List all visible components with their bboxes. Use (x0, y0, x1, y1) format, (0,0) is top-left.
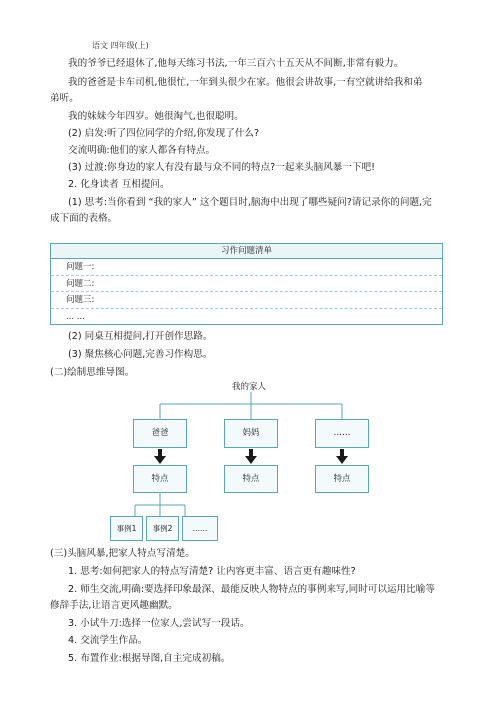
table-title: 习作问题清单 (51, 244, 442, 259)
table-row: ... ... (66, 311, 85, 322)
step-think-features: 1. 思考:如何把家人的特点写清楚? 让内容更丰富、语言更有趣味性? (68, 566, 356, 577)
para-dad-line2: 弟听。 (50, 93, 79, 104)
table-row: 问题二: (51, 276, 442, 293)
section-mindmap: (二)绘制思维导图。 (50, 367, 135, 378)
step-share: 4. 交流学生作品。 (68, 635, 148, 646)
mindmap-example-more: …… (182, 516, 218, 541)
section-brainstorm: (三)头脑风暴,把家人特点写清楚。 (50, 548, 195, 559)
table-row: 问题三: (51, 292, 442, 309)
mindmap-feature-dad: 特点 (133, 465, 187, 493)
mindmap-node-mom: 妈妈 (224, 419, 278, 448)
step-clarify: 交流明确:他们的家人都各有特点。 (68, 145, 216, 156)
mindmap-feature-mom: 特点 (224, 465, 278, 493)
step-reader: 2. 化身读者 互相提问。 (68, 179, 170, 190)
mindmap-node-more: …… (315, 419, 369, 448)
para-grandpa: 我的爷爷已经退休了,他每天练习书法,一年三百六十五天从不间断,非常有毅力。 (68, 58, 404, 69)
step-inspire: (2) 启发:听了四位同学的介绍,你发现了什么? (68, 128, 260, 139)
step-focus: (3) 聚焦核心问题,完善习作构思。 (68, 349, 213, 360)
mindmap-root: 我的家人 (232, 382, 267, 392)
para-dad-line1: 我的爸爸是卡车司机,他很忙,一年到头很少在家。他很会讲故事,一有空就讲给我和弟 (68, 77, 423, 88)
step-discuss-line1: 2. 师生交流,明确:要选择印象最深、最能反映人物特点的事例来写,同时可以运用比喻等 (68, 584, 435, 595)
para-sister: 我的妹妹今年四岁。她很淘气,也很聪明。 (68, 111, 244, 122)
step-think-line2: 成下面的表格。 (50, 213, 118, 224)
table-row: 问题一: (51, 259, 442, 276)
mindmap-feature-more: 特点 (315, 465, 369, 493)
mindmap-node-dad: 爸爸 (133, 419, 187, 448)
step-transition: (3) 过渡:你身边的家人有没有最与众不同的特点?一起来头脑风暴一下吧! (68, 162, 376, 173)
mindmap-example-2: 事例2 (146, 516, 179, 541)
mindmap-example-1: 事例1 (110, 516, 143, 541)
step-discuss-line2: 修辞手法,让语言更风趣幽默。 (50, 600, 178, 611)
step-pair-ask: (2) 同桌互相提问,打开创作思路。 (68, 331, 213, 342)
step-think-line1: (1) 思考:当你看到 “我的家人” 这个题目时,脑海中出现了哪些疑问?请记录你的问题,完 (68, 197, 432, 208)
page-header: 语文 四年级(上) (92, 41, 149, 50)
step-homework: 5. 布置作业:根据导图,自主完成初稿。 (68, 653, 231, 664)
step-try: 3. 小试牛刀:选择一位家人,尝试写一段话。 (68, 618, 250, 629)
